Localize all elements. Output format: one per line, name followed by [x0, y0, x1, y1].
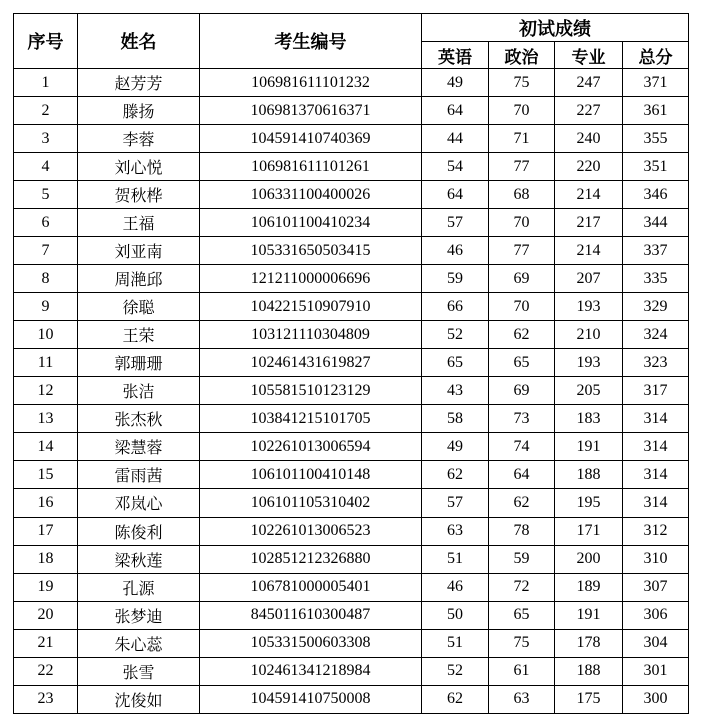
total-score-cell: 314: [623, 461, 689, 489]
table-row: [14, 489, 689, 517]
name-cell: 雷雨茜: [78, 461, 200, 489]
english-score-cell: 59: [422, 265, 489, 293]
name-cell: 孔源: [78, 573, 200, 601]
table-row: [14, 125, 689, 153]
total-score-cell: 351: [623, 153, 689, 181]
total-score-cell: 329: [623, 293, 689, 321]
seq-cell: 23: [14, 685, 78, 713]
politics-score-cell: 65: [489, 601, 555, 629]
english-score-cell: 62: [422, 461, 489, 489]
total-score-cell: 304: [623, 629, 689, 657]
politics-score-cell: 70: [489, 97, 555, 125]
politics-score-cell: 59: [489, 545, 555, 573]
total-score-cell: 346: [623, 181, 689, 209]
total-score-cell: 314: [623, 405, 689, 433]
exam-id-cell: 106331100400026: [200, 181, 422, 209]
exam-id-cell: 105581510123129: [200, 377, 422, 405]
politics-score-cell: 65: [489, 349, 555, 377]
table-row: [14, 265, 689, 293]
politics-score-cell: 61: [489, 657, 555, 685]
table-body: [14, 69, 689, 714]
english-score-cell: 63: [422, 517, 489, 545]
politics-score-cell: 72: [489, 573, 555, 601]
exam-id-cell: 845011610300487: [200, 601, 422, 629]
exam-id-cell: 102261013006523: [200, 517, 422, 545]
table-row: [14, 349, 689, 377]
total-score-cell: 317: [623, 377, 689, 405]
table-row: [14, 461, 689, 489]
name-cell: 梁慧蓉: [78, 433, 200, 461]
politics-score-cell: 73: [489, 405, 555, 433]
exam-id-cell: 103121110304809: [200, 321, 422, 349]
header-major: 专业: [555, 42, 623, 69]
major-score-cell: 188: [555, 657, 623, 685]
seq-cell: 16: [14, 489, 78, 517]
english-score-cell: 62: [422, 685, 489, 713]
total-score-cell: 314: [623, 489, 689, 517]
total-score-cell: 323: [623, 349, 689, 377]
english-score-cell: 49: [422, 69, 489, 97]
politics-score-cell: 64: [489, 461, 555, 489]
table-row: [14, 657, 689, 685]
english-score-cell: 43: [422, 377, 489, 405]
name-cell: 沈俊如: [78, 685, 200, 713]
exam-id-cell: 106981611101232: [200, 69, 422, 97]
table-row: [14, 321, 689, 349]
seq-cell: 1: [14, 69, 78, 97]
header-english: 英语: [422, 42, 489, 69]
exam-id-cell: 102261013006594: [200, 433, 422, 461]
politics-score-cell: 78: [489, 517, 555, 545]
english-score-cell: 58: [422, 405, 489, 433]
seq-cell: 15: [14, 461, 78, 489]
seq-cell: 5: [14, 181, 78, 209]
table-row: [14, 153, 689, 181]
header-politics: 政治: [489, 42, 555, 69]
name-cell: 朱心蕊: [78, 629, 200, 657]
politics-score-cell: 69: [489, 377, 555, 405]
politics-score-cell: 70: [489, 209, 555, 237]
english-score-cell: 51: [422, 629, 489, 657]
seq-cell: 2: [14, 97, 78, 125]
english-score-cell: 46: [422, 237, 489, 265]
total-score-cell: 301: [623, 657, 689, 685]
major-score-cell: 191: [555, 601, 623, 629]
major-score-cell: 227: [555, 97, 623, 125]
politics-score-cell: 68: [489, 181, 555, 209]
exam-id-cell: 106981611101261: [200, 153, 422, 181]
name-cell: 李蓉: [78, 125, 200, 153]
politics-score-cell: 62: [489, 321, 555, 349]
politics-score-cell: 74: [489, 433, 555, 461]
english-score-cell: 44: [422, 125, 489, 153]
politics-score-cell: 71: [489, 125, 555, 153]
header-exam-id: 考生编号: [200, 14, 422, 69]
table-row: [14, 601, 689, 629]
seq-cell: 17: [14, 517, 78, 545]
scores-table: [13, 13, 689, 714]
english-score-cell: 51: [422, 545, 489, 573]
name-cell: 刘心悦: [78, 153, 200, 181]
seq-cell: 21: [14, 629, 78, 657]
major-score-cell: 189: [555, 573, 623, 601]
exam-id-cell: 103841215101705: [200, 405, 422, 433]
header-seq: 序号: [14, 14, 78, 69]
major-score-cell: 247: [555, 69, 623, 97]
seq-cell: 12: [14, 377, 78, 405]
politics-score-cell: 77: [489, 237, 555, 265]
english-score-cell: 57: [422, 489, 489, 517]
table-row: [14, 573, 689, 601]
seq-cell: 14: [14, 433, 78, 461]
seq-cell: 20: [14, 601, 78, 629]
table-row: [14, 293, 689, 321]
header-initial-scores: 初试成绩: [422, 14, 689, 42]
exam-id-cell: 102461341218984: [200, 657, 422, 685]
total-score-cell: 355: [623, 125, 689, 153]
exam-id-cell: 105331500603308: [200, 629, 422, 657]
seq-cell: 13: [14, 405, 78, 433]
major-score-cell: 175: [555, 685, 623, 713]
total-score-cell: 306: [623, 601, 689, 629]
table-row: [14, 433, 689, 461]
name-cell: 刘亚南: [78, 237, 200, 265]
politics-score-cell: 75: [489, 629, 555, 657]
politics-score-cell: 63: [489, 685, 555, 713]
seq-cell: 19: [14, 573, 78, 601]
name-cell: 张雪: [78, 657, 200, 685]
major-score-cell: 205: [555, 377, 623, 405]
name-cell: 陈俊利: [78, 517, 200, 545]
english-score-cell: 52: [422, 657, 489, 685]
exam-id-cell: 105331650503415: [200, 237, 422, 265]
seq-cell: 6: [14, 209, 78, 237]
total-score-cell: 337: [623, 237, 689, 265]
major-score-cell: 240: [555, 125, 623, 153]
politics-score-cell: 69: [489, 265, 555, 293]
english-score-cell: 57: [422, 209, 489, 237]
major-score-cell: 214: [555, 237, 623, 265]
politics-score-cell: 70: [489, 293, 555, 321]
seq-cell: 11: [14, 349, 78, 377]
table-row: [14, 97, 689, 125]
table-row: [14, 517, 689, 545]
total-score-cell: 335: [623, 265, 689, 293]
exam-id-cell: 102851212326880: [200, 545, 422, 573]
major-score-cell: 207: [555, 265, 623, 293]
name-cell: 邓岚心: [78, 489, 200, 517]
major-score-cell: 195: [555, 489, 623, 517]
name-cell: 梁秋莲: [78, 545, 200, 573]
major-score-cell: 191: [555, 433, 623, 461]
english-score-cell: 65: [422, 349, 489, 377]
seq-cell: 22: [14, 657, 78, 685]
english-score-cell: 66: [422, 293, 489, 321]
exam-id-cell: 106101100410148: [200, 461, 422, 489]
seq-cell: 9: [14, 293, 78, 321]
table-row: [14, 377, 689, 405]
seq-cell: 4: [14, 153, 78, 181]
major-score-cell: 171: [555, 517, 623, 545]
header-total: 总分: [623, 42, 689, 69]
major-score-cell: 188: [555, 461, 623, 489]
total-score-cell: 344: [623, 209, 689, 237]
english-score-cell: 64: [422, 181, 489, 209]
exam-id-cell: 106781000005401: [200, 573, 422, 601]
major-score-cell: 200: [555, 545, 623, 573]
name-cell: 郭珊珊: [78, 349, 200, 377]
politics-score-cell: 75: [489, 69, 555, 97]
total-score-cell: 361: [623, 97, 689, 125]
total-score-cell: 310: [623, 545, 689, 573]
name-cell: 周滟邱: [78, 265, 200, 293]
header-name: 姓名: [78, 14, 200, 69]
major-score-cell: 214: [555, 181, 623, 209]
table-row: [14, 237, 689, 265]
english-score-cell: 54: [422, 153, 489, 181]
table-row: [14, 685, 689, 713]
total-score-cell: 324: [623, 321, 689, 349]
name-cell: 王福: [78, 209, 200, 237]
table-row: [14, 69, 689, 97]
exam-id-cell: 121211000006696: [200, 265, 422, 293]
name-cell: 王荣: [78, 321, 200, 349]
major-score-cell: 193: [555, 349, 623, 377]
seq-cell: 8: [14, 265, 78, 293]
major-score-cell: 183: [555, 405, 623, 433]
major-score-cell: 220: [555, 153, 623, 181]
english-score-cell: 52: [422, 321, 489, 349]
name-cell: 贺秋桦: [78, 181, 200, 209]
english-score-cell: 64: [422, 97, 489, 125]
exam-id-cell: 106101100410234: [200, 209, 422, 237]
english-score-cell: 49: [422, 433, 489, 461]
major-score-cell: 178: [555, 629, 623, 657]
table-row: [14, 629, 689, 657]
exam-id-cell: 104221510907910: [200, 293, 422, 321]
table-row: [14, 545, 689, 573]
total-score-cell: 307: [623, 573, 689, 601]
total-score-cell: 312: [623, 517, 689, 545]
name-cell: 张梦迪: [78, 601, 200, 629]
english-score-cell: 46: [422, 573, 489, 601]
seq-cell: 7: [14, 237, 78, 265]
major-score-cell: 193: [555, 293, 623, 321]
total-score-cell: 371: [623, 69, 689, 97]
name-cell: 赵芳芳: [78, 69, 200, 97]
politics-score-cell: 77: [489, 153, 555, 181]
english-score-cell: 50: [422, 601, 489, 629]
name-cell: 滕扬: [78, 97, 200, 125]
politics-score-cell: 62: [489, 489, 555, 517]
major-score-cell: 210: [555, 321, 623, 349]
exam-id-cell: 102461431619827: [200, 349, 422, 377]
exam-id-cell: 106101105310402: [200, 489, 422, 517]
name-cell: 张杰秋: [78, 405, 200, 433]
name-cell: 张洁: [78, 377, 200, 405]
name-cell: 徐聪: [78, 293, 200, 321]
table-row: [14, 181, 689, 209]
seq-cell: 3: [14, 125, 78, 153]
table-row: [14, 209, 689, 237]
major-score-cell: 217: [555, 209, 623, 237]
exam-id-cell: 104591410740369: [200, 125, 422, 153]
exam-id-cell: 104591410750008: [200, 685, 422, 713]
total-score-cell: 314: [623, 433, 689, 461]
seq-cell: 10: [14, 321, 78, 349]
table-row: [14, 405, 689, 433]
seq-cell: 18: [14, 545, 78, 573]
exam-id-cell: 106981370616371: [200, 97, 422, 125]
total-score-cell: 300: [623, 685, 689, 713]
